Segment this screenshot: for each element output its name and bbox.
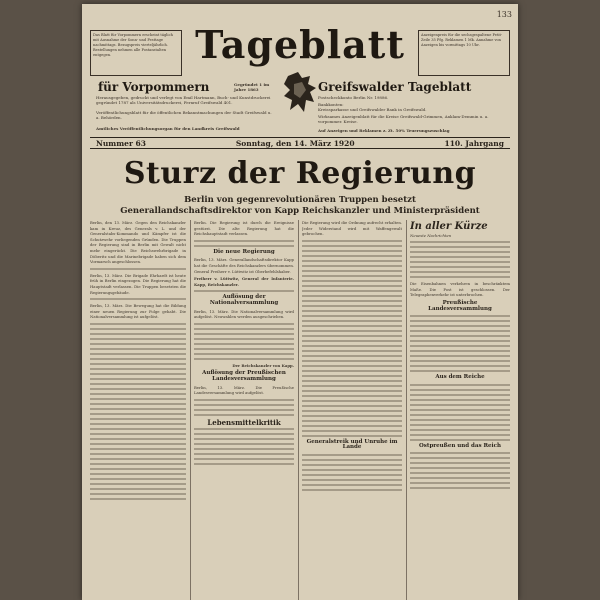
issue-number: Nummer 63 bbox=[96, 138, 146, 148]
article-text: Die Regierung wird die Ordnung aufrecht erhalten. Jeder Widerstand wird mit Waffengewalt gebrochen. bbox=[302, 220, 402, 237]
founded-note: Gegründet 1 im Jahre 1863 bbox=[234, 82, 270, 92]
page-number: 133 bbox=[496, 10, 512, 19]
signature: Freiherr v. Lüttwitz, General der Infanterie. Kapp, Reichskanzler. bbox=[194, 276, 294, 287]
postal-account: Postscheckkonto Berlin Nr. 19886. bbox=[318, 95, 389, 100]
section-heading: Aus dem Reiche bbox=[435, 374, 485, 381]
section-heading: Auflösung der Nationalversammlung bbox=[209, 294, 279, 306]
main-headline: Sturz der Regierung bbox=[123, 156, 477, 191]
section-heading: Lebensmittelkritik bbox=[207, 417, 281, 427]
griffin-crest-icon bbox=[280, 70, 320, 116]
surcharge-info: Auf Anzeigen und Reklamen z. Zt. 50% Teuerungszuschlag bbox=[318, 128, 450, 133]
section-heading: Preußische Landesversammlung bbox=[428, 299, 492, 312]
article-text: Die Eisenbahnen verkehren in beschränktem Maße. Die Post ist geschlossen. Der Telegraphenverkehr ist unterbrochen. bbox=[410, 281, 510, 298]
article-text: Berlin, 13. März. Die Bewegung hat die Bildung einer neuen Regierung zur Folge gehabt. Die Nationalversammlung ist aufgelöst. bbox=[90, 303, 186, 320]
advertising-info: Wirksames Anzeigenblatt für die Kreise Greifswald-Grimmen, Anklam-Demmin u. a. vorpommer. Kreise. bbox=[318, 114, 489, 124]
dateline bbox=[90, 137, 510, 149]
masthead-left-box: Das Blatt für Vorpommern erscheint täglich mit Ausnahme der Sonn- und Festtage nachmittags. Bezugspreis vierteljährlich. Bestellungen nehmen alle Postanstalten entgegen. bbox=[90, 30, 182, 76]
section-heading: Auflösung der Preußischen Landesversammlung bbox=[202, 370, 286, 382]
section-heading: In aller Kürze bbox=[410, 221, 488, 232]
article-text: Berlin, 13. März. Generallandschaftsdirektor Kapp hat die Geschäfte des Reichskanzlers übernommen. General Freiherr v. Lüttwitz ist Oberbefehlshaber. bbox=[194, 257, 294, 274]
subheadline-1: Berlin von gegenrevolutionären Truppen besetzt bbox=[184, 195, 416, 205]
article-text: Berlin, 13. März. Die Preußische Landesversammlung wird aufgelöst. bbox=[194, 384, 294, 396]
article-text: Berlin, 13. März. Die Brigade Ehrhardt ist heute früh in Berlin eingezogen. Die Regierung hat die Hauptstadt verlassen. Die Truppen besetzten die Regierungsgebäude. bbox=[90, 272, 186, 295]
newspaper-title: Tageblatt bbox=[195, 22, 405, 67]
newspaper-subtitle-right: Greifswalder Tageblatt bbox=[318, 80, 472, 94]
column-4 bbox=[410, 220, 510, 600]
bank-accounts-label: Bankkonten: bbox=[318, 102, 344, 107]
column-1 bbox=[90, 220, 186, 600]
newspaper-page bbox=[82, 4, 518, 600]
article-text: Berlin, den 13. März. Gegen den Reichskanzler kam in Kreuz, des Generals v. L. und der Generalstabs-Kommando und Kämpfer ist die Schutzwehr vorliegenden Gründen. Die Truppen der Regierung sind in Berlin mit Gewalt nicht mehr eingerückt. Die Reichswehrbrigade in Döberitz und die Marinebrigade haben sich dem Vormarsch angeschlossen. bbox=[90, 220, 186, 265]
column-2 bbox=[194, 220, 294, 600]
signature: Der Reichskanzler von Kapp. bbox=[232, 362, 294, 368]
section-heading: Ostpreußen und das Reich bbox=[419, 442, 501, 449]
bank-accounts: Kreissparkasse und Greifswalder Bank in Greifswald. bbox=[318, 107, 427, 112]
volume-number: 110. Jahrgang bbox=[444, 138, 504, 148]
section-heading: Die neue Regierung bbox=[213, 248, 275, 255]
subheadline-2: Generallandschaftsdirektor von Kapp Reichskanzler und Ministerpräsident bbox=[120, 206, 480, 216]
column-divider bbox=[298, 220, 299, 600]
section-subheading: Neueste Nachrichten bbox=[410, 232, 452, 238]
announcement-info: Veröffentlichungsblatt für die öffentlichen Bekanntmachungen der Stadt Greifswald u. a. Behörden. bbox=[96, 110, 272, 120]
section-heading: Generalstreik und Unruhe im Lande bbox=[306, 438, 398, 451]
official-organ-info: Amtliches Veröffentlichungsorgan für den Landkreis Greifswald bbox=[96, 126, 240, 131]
newspaper-subtitle-left: für Vorpommern bbox=[98, 80, 210, 94]
column-3 bbox=[302, 220, 402, 600]
article-text: Berlin, 13. März. Die Nationalversammlung wird aufgelöst. Neuwahlen werden ausgeschrieben. bbox=[194, 308, 294, 320]
article-text: Berlin. Die Regierung ist durch die Ereignisse gestürzt. Die alte Regierung hat die Reichshauptstadt verlassen. bbox=[194, 220, 294, 237]
issue-date: Sonntag, den 14. März 1920 bbox=[235, 138, 355, 148]
masthead-right-box: Anzeigenpreis für die sechsgespaltene Petit-Zeile 35 Pfg. Reklamen 1 Mk. Annahme von Anzeigen bis vormittags 10 Uhr. bbox=[418, 30, 510, 76]
column-divider bbox=[190, 220, 191, 600]
column-divider bbox=[406, 220, 407, 600]
publisher-info: Herausgegeben, gedruckt und verlegt von Emil Hartmann, Buch- und Kunstdruckerei gegründet 1787 als Universitätsdruckerei, Fernruf Greifswald 401. bbox=[96, 95, 271, 105]
